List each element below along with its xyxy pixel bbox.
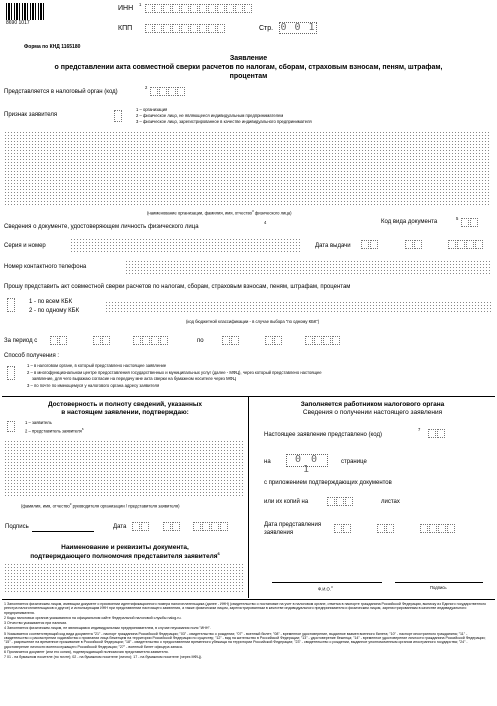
period-to-year[interactable]: [305, 336, 341, 345]
sign-date-day[interactable]: [132, 522, 150, 531]
kbk-option-2: 2 - по одному КБК: [29, 308, 80, 314]
tax-authority-footnote-mark: 2: [145, 85, 148, 90]
staff-signature-caption: Подпись: [430, 585, 447, 590]
method-option-2-cont: заявление, для чего выражаю согласие на передачу мне акта сверки на бумажном носителе через МФЦ: [32, 376, 236, 381]
confirm-heading-2: в настоящем заявлении, подтверждаю:: [61, 409, 189, 416]
phone-label: Номер контактного телефона: [4, 264, 87, 270]
sign-date-year[interactable]: [193, 522, 229, 531]
kbk-input[interactable]: [105, 301, 491, 313]
period-label: За период с: [4, 338, 38, 344]
signature-line[interactable]: [32, 531, 94, 532]
method-option-2: 2 – в многофункциональном центре предоставления государственных и муниципальных услуг (далее - МФЦ), через который представлено настоящее: [27, 370, 322, 375]
staff-fio-caption: Ф.И.О.$^3$: [318, 585, 333, 592]
period-from-month[interactable]: [93, 336, 111, 345]
applicant-name-grid[interactable]: [4, 131, 491, 207]
submitted-label: Настоящее заявление представлено (код): [264, 432, 382, 438]
receipt-date-month[interactable]: [377, 524, 395, 533]
staff-signature-line[interactable]: [395, 582, 483, 583]
period-to-label: по: [197, 338, 204, 344]
footnote-separator: [2, 599, 495, 600]
pages-on-label: на: [264, 459, 271, 465]
confirm-option-2: 2 – представитель заявителя$^6$: [25, 427, 84, 434]
form-knd: Форма по КНД 1165180: [24, 44, 81, 50]
staff-heading: Заполняется работником налогового органа: [300, 401, 445, 408]
confirm-option-1: 1 – заявитель: [25, 420, 52, 425]
kbk-caption: (код бюджетной классификации - в случае выбора "по одному КБК"): [186, 319, 320, 324]
kpp-input[interactable]: [145, 24, 226, 33]
inn-footnote-mark: 1: [139, 2, 142, 7]
tax-authority-input[interactable]: [150, 87, 186, 96]
footnote-3: 3 Отчество указывается при наличии.: [4, 621, 68, 626]
signature-label: Подпись: [5, 524, 29, 530]
request-label: Прошу представить акт совместной сверки расчетов по налогам, сборам, страховым взносам, пеням, штрафам, процентам: [4, 284, 351, 290]
authority-doc-heading: Наименование и реквизиты документа,: [61, 544, 189, 551]
doc-type-input[interactable]: [461, 218, 479, 227]
issue-date-day[interactable]: [361, 240, 379, 249]
footnote-7: 7 01 - на бумажном носителе (по почте); 02 - на бумажном носителе (лично); 17 - на бумажном носителе (через МФЦ).: [4, 655, 202, 660]
footnote-2: 2 Коды налоговых органов указываются на официальном сайте Федеральной налоговой службы nalog.ru.: [4, 615, 182, 620]
receipt-date-label: Дата представления: [264, 522, 322, 528]
period-to-day[interactable]: [222, 336, 240, 345]
staff-subheading: Сведения о получении настоящего заявления: [302, 409, 443, 416]
series-label: Серия и номер: [4, 243, 46, 249]
applicant-label: Признак заявителя: [4, 112, 58, 118]
method-option-3: 3 – по почте по имеющемуся у налогового органа адресу заявителя: [27, 383, 160, 388]
receipt-date-label-2: заявления: [264, 530, 294, 536]
id-doc-label: Сведения о документе, удостоверяющем личность физического лица: [4, 224, 199, 230]
tax-authority-label: Представляется в налоговый орган (код): [4, 89, 118, 95]
name-caption: (наименование организации, фамилия, имя, отчество$^3$ физического лица): [147, 209, 292, 216]
footnote-5: 5 Указывается соответствующий код вида документа "21" - паспорт гражданина Российской Федерации; "03" - свидетельство о рождении; "07" - военный билет; "08" - временное удостоверение, выданное взамен военного билета; "10" - паспорт иностранного гражданина; "11" - свидетельство о рассмотрении ходатайства о признании лица беженцем на территории Российской Федерации по существу; "12" - вид на жительство в Российской Федерации; "13" - удостоверение беженца; "14" - временное удостоверение личности гражданина Российской Федерации; "15" - разрешение на временное проживание в Российской Федерации; "18" - свидетельство о предоставлении временного убежища на территории Российской Федерации; "23" - свидетельство о рождении, выданное уполномоченным органом иностранного государства; "24" - удостоверение личности военнослужащего Российской Федерации; "27" - военный билет офицера запаса.: [4, 631, 486, 649]
issue-date-label: Дата выдачи: [315, 243, 351, 249]
column-divider: [248, 396, 249, 598]
sheets-label: листах: [381, 499, 400, 505]
issue-date-month[interactable]: [405, 240, 423, 249]
staff-fio-line[interactable]: [272, 582, 382, 583]
method-label: Способ получения :: [4, 353, 60, 359]
sign-date-month[interactable]: [163, 522, 181, 531]
kbk-option-input[interactable]: [7, 298, 16, 312]
doc-type-label: Код вида документа: [381, 219, 438, 225]
authority-doc-grid[interactable]: [4, 563, 244, 593]
id-doc-footnote-mark: 4: [264, 220, 267, 225]
footnotes: [4, 602, 492, 660]
confirm-heading: Достоверность и полноту сведений, указанных: [47, 401, 203, 408]
receipt-date-year[interactable]: [420, 524, 456, 533]
issue-date-year[interactable]: [448, 240, 484, 249]
doc-type-footnote-mark: 5: [456, 216, 459, 221]
applicant-option-2: 2 – физическое лицо, не являющееся индивидуальным предпринимателем: [136, 113, 284, 118]
submitted-code-input[interactable]: [428, 429, 446, 438]
attachments-label: с приложением подтверждающих документов: [264, 480, 392, 486]
receipt-date-day[interactable]: [334, 524, 352, 533]
pages-label: странице: [341, 459, 367, 465]
signer-caption: (фамилия, имя, отчество$^3$ руководителя организации / представителя заявителя): [21, 502, 180, 509]
sign-date-label: Дата: [113, 524, 127, 530]
page-label: Стр.: [259, 25, 274, 32]
applicant-option-1: 1 – организация: [136, 107, 168, 112]
footnote-1: 1 Заполняется физическим лицом, имеющим документ о присвоении идентификационного номера налогоплательщика (далее - ИНН) (свидетельство о постановке на учет в налоговом органе, отметка в паспорте гражданина Российской Федерации, выписку из Единого государственного реестра налогоплательщиков и другое) и использующим ИНН при представлении настоящего заявления, а также физическим лицом, зарегистрированным в качестве индивидуального предпринимателя и физическим лицом, зарегистрированным в качестве индивидуального предпринимателя.: [4, 602, 486, 615]
method-input[interactable]: [7, 366, 16, 380]
authority-doc-heading-2: подтверждающего полномочия представителя заявителя$^6$: [30, 551, 220, 561]
footnote-4: 4 Заполняется физическим лицом, не являющимся индивидуальным предпринимателем, в случае неуказания поля "ИНН".: [4, 626, 211, 631]
period-from-year[interactable]: [133, 336, 169, 345]
series-number-input[interactable]: [70, 238, 302, 252]
form-subtitle: о представлении акта совместной сверки расчетов по налогам, сборам, страховым взносам, пеням, штрафам,: [54, 64, 443, 71]
form-title: Заявление: [229, 55, 268, 62]
page-number: 0 0 1: [280, 22, 316, 33]
inn-input[interactable]: [145, 4, 253, 13]
pages-count: 0 0 1: [286, 454, 328, 467]
submitted-footnote-mark: 7: [418, 427, 421, 432]
barcode: [6, 3, 46, 20]
form-subtitle-end: процентам: [229, 73, 268, 80]
barcode-number: 8690 1017: [6, 20, 30, 26]
applicant-option-3: 3 – физическое лицо, зарегистрированное в качестве индивидуального предпринимателя: [136, 119, 312, 124]
period-to-month[interactable]: [265, 336, 283, 345]
kpp-label: КПП: [118, 25, 133, 32]
footnote-6: 6 Прилагается документ (или его копия), подтверждающий полномочия представителя заявителя.: [4, 649, 169, 654]
kbk-option-1: 1 - по всем КБК: [29, 299, 73, 305]
phone-input[interactable]: [125, 260, 491, 274]
copies-label: или их копий на: [264, 499, 309, 505]
period-from-day[interactable]: [50, 336, 68, 345]
signer-name-grid[interactable]: [4, 440, 244, 498]
sheets-count-input[interactable]: [327, 497, 354, 506]
method-option-1: 1 – в налоговом органе, в который представлено настоящее заявление: [27, 363, 167, 368]
inn-label: ИНН: [118, 5, 134, 12]
confirm-role-input[interactable]: [7, 421, 16, 432]
applicant-type-input[interactable]: [114, 110, 123, 122]
